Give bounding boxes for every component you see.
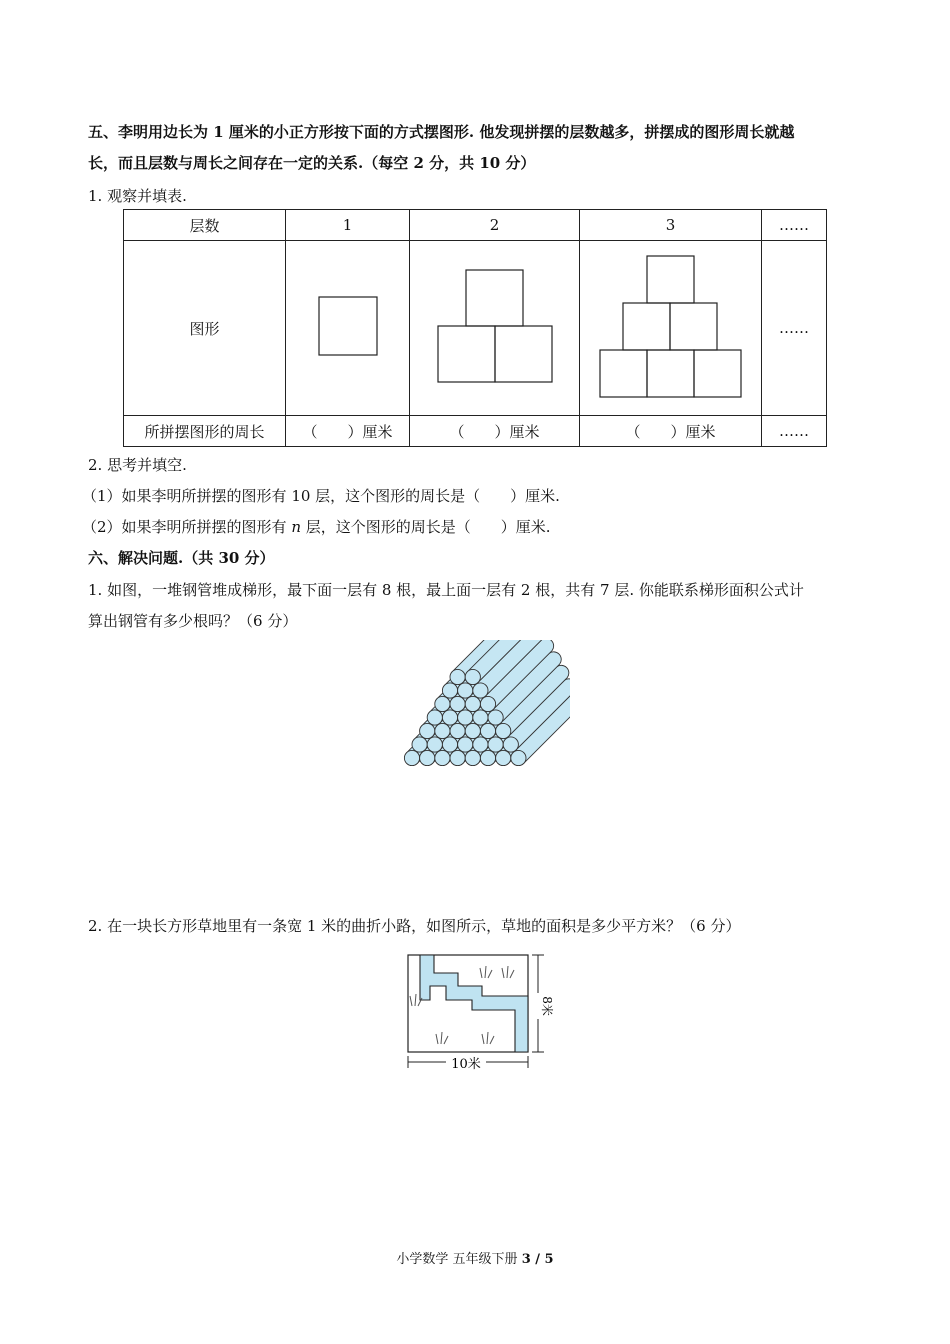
- pipe-end: [458, 710, 473, 725]
- pipe-end: [450, 723, 465, 738]
- pipe-end: [450, 750, 465, 765]
- two-layer-figure: [437, 269, 553, 384]
- pipe-end: [420, 750, 435, 765]
- pipe-end: [420, 723, 435, 738]
- layers-header: 层数: [124, 210, 286, 241]
- one-layer-figure: [318, 296, 378, 356]
- lawn-path-figure: [400, 948, 560, 1078]
- pipe-end: [473, 737, 488, 752]
- question-2-2-post: 层，这个图形的周长是（ ）厘米.: [301, 518, 551, 536]
- perimeter-blank[interactable]: （ ）厘米: [580, 416, 762, 447]
- pipe-end: [496, 750, 511, 765]
- question-1-label: 1. 观察并填表.: [88, 187, 187, 205]
- table-row: [124, 416, 827, 447]
- pipe-end: [473, 710, 488, 725]
- pipe-end: [496, 723, 511, 738]
- question-2-2: [82, 516, 551, 537]
- pipe-end: [503, 737, 518, 752]
- page-number: 3 / 5: [521, 1252, 554, 1267]
- pipe-end: [427, 737, 442, 752]
- figure-header: 图形: [124, 241, 286, 416]
- layer-cell: 3: [580, 210, 762, 241]
- problem-2-text: 2. 在一块长方形草地里有一条宽 1 米的曲折小路，如图所示，草地的面积是多少平方米？（6 分）: [88, 917, 741, 935]
- steel-pipe-stack-figure: [400, 640, 570, 770]
- section5-heading-line2: 长，而且层数与周长之间存在一定的关系.（每空 2 分，共 10 分）: [88, 154, 536, 172]
- pipe-end: [465, 696, 480, 711]
- figure-cell-3: [580, 241, 762, 416]
- footer-text: 小学数学 五年级下册: [396, 1252, 522, 1267]
- table-row: [124, 210, 827, 241]
- observation-table: [123, 209, 827, 447]
- pipe-end: [450, 696, 465, 711]
- pipe-end: [435, 750, 450, 765]
- perimeter-header: 所拼摆图形的周长: [124, 416, 286, 447]
- pipe-end: [442, 683, 457, 698]
- three-layer-figure: [599, 255, 742, 398]
- pipe-end: [404, 750, 419, 765]
- figure-cell-1: [286, 241, 410, 416]
- pipe-end: [458, 737, 473, 752]
- height-label: 8米: [540, 996, 554, 1016]
- figure-cell-2: [410, 241, 580, 416]
- pipe-end: [480, 723, 495, 738]
- pipe-end: [442, 710, 457, 725]
- section5-heading-line1: 五、李明用边长为 1 厘米的小正方形按下面的方式摆图形. 他发现拼摆的层数越多，拼摆成的图形周长就越: [88, 123, 795, 141]
- width-label: 10米: [451, 1057, 481, 1072]
- question-2-1: （1）如果李明所拼摆的图形有 10 层，这个图形的周长是（ ）厘米.: [82, 487, 560, 505]
- pipe-end: [511, 750, 526, 765]
- perimeter-blank[interactable]: （ ）厘米: [286, 416, 410, 447]
- page-footer: [0, 1248, 950, 1267]
- question-2-label: 2. 思考并填空.: [88, 456, 187, 474]
- pipe-end: [450, 669, 465, 684]
- pipe-end: [488, 710, 503, 725]
- layer-cell: 1: [286, 210, 410, 241]
- pipe-end: [473, 683, 488, 698]
- pipe-end: [435, 696, 450, 711]
- layer-cell: 2: [410, 210, 580, 241]
- pipe-end: [465, 723, 480, 738]
- pipe-end: [427, 710, 442, 725]
- perimeter-blank[interactable]: （ ）厘米: [410, 416, 580, 447]
- pipe-end: [465, 669, 480, 684]
- pipe-end: [442, 737, 457, 752]
- layer-cell: ……: [762, 210, 827, 241]
- figure-ellipsis: ……: [762, 241, 827, 416]
- question-2-2-pre: （2）如果李明所拼摆的图形有: [82, 518, 292, 536]
- section6-heading: 六、解决问题.（共 30 分）: [88, 549, 275, 567]
- problem-1-line1: 1. 如图，一堆钢管堆成梯形，最下面一层有 8 根，最上面一层有 2 根，共有 7 层. 你能联系梯形面积公式计: [88, 581, 804, 599]
- table-row: [124, 241, 827, 416]
- pipe-end: [458, 683, 473, 698]
- problem-1-line2: 算出钢管有多少根吗？（6 分）: [88, 612, 298, 630]
- pipe-end: [488, 737, 503, 752]
- pipe-end: [435, 723, 450, 738]
- perimeter-ellipsis: ……: [762, 416, 827, 447]
- pipe-end: [480, 750, 495, 765]
- pipe-end: [412, 737, 427, 752]
- pipe-end: [480, 696, 495, 711]
- variable-n: n: [291, 518, 301, 536]
- pipe-end: [465, 750, 480, 765]
